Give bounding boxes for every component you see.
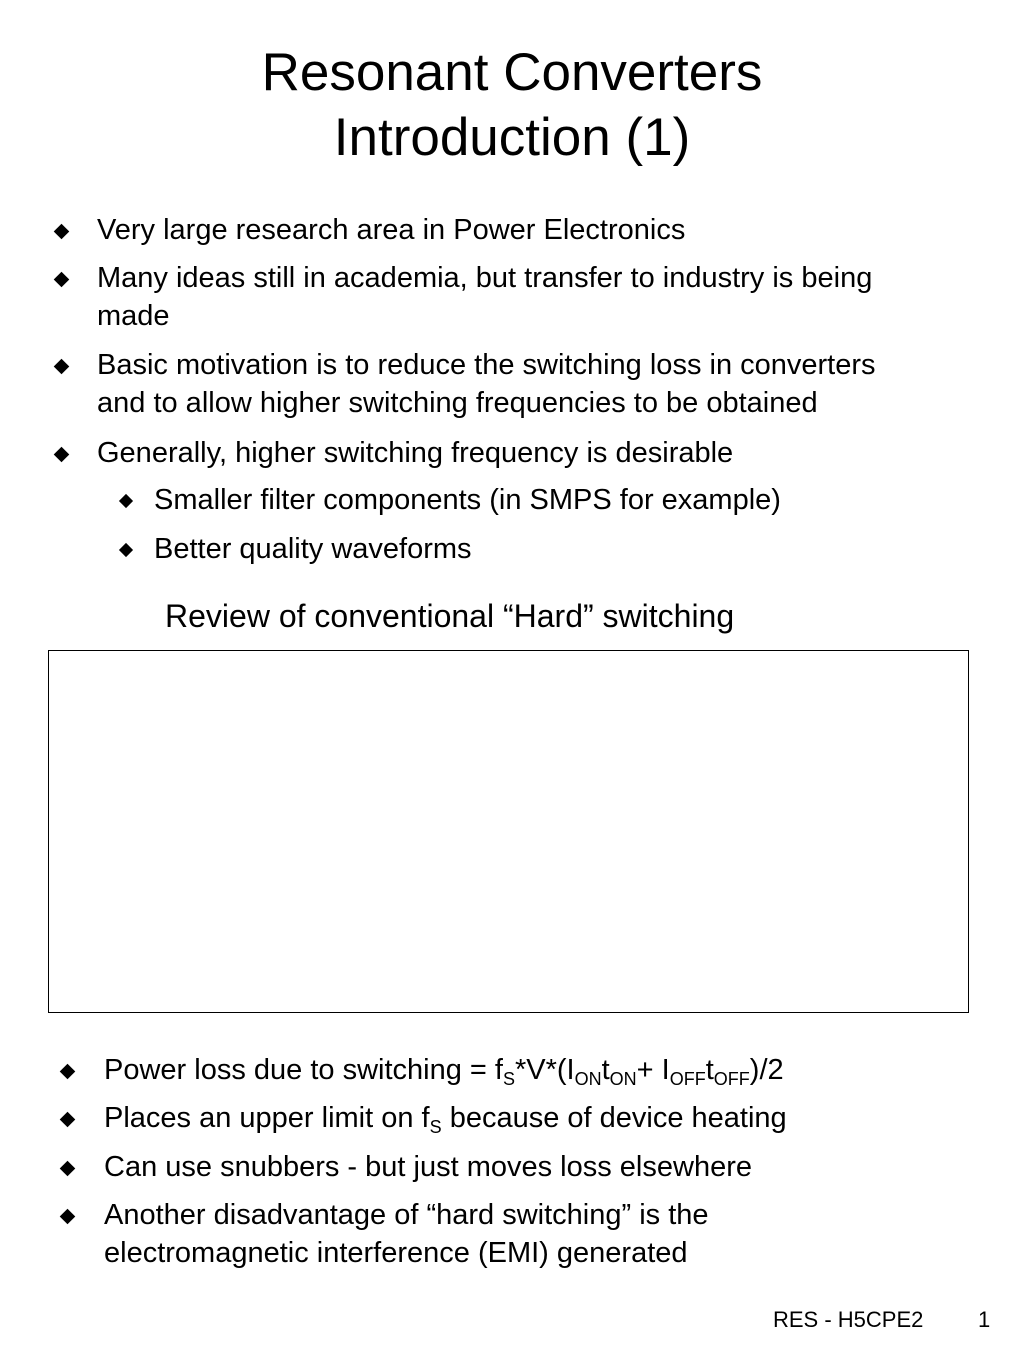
bullet-diamond-icon [60,1064,76,1080]
limit-text: because of device heating [441,1102,787,1134]
bullet-line: and to allow higher switching frequencies to be obtained [97,387,818,419]
slide-title [0,40,1024,170]
loss-text: )/2 [749,1054,784,1086]
subscript: ON [609,1069,637,1089]
bullet-item [97,346,876,422]
bullet-diamond-icon [54,224,70,240]
bullet-item: Very large research area in Power Electronics [97,214,686,246]
bullet-line: Many ideas still in academia, but transfer to industry is being [97,262,873,294]
loss-text: *V*(I [514,1054,575,1086]
bullet-item-emi [104,1196,709,1272]
bullet-diamond-icon [54,272,70,288]
sub-bullet-diamond-icon [119,494,133,508]
bullet-item-snubbers: Can use snubbers - but just moves loss elsewhere [104,1151,752,1183]
loss-text: t [601,1054,610,1086]
subscript: ON [574,1069,602,1089]
bullet-item-switching-loss [104,1051,784,1089]
subscript: OFF [669,1069,706,1089]
bullet-diamond-icon [60,1209,76,1225]
subscript: S [429,1117,442,1137]
subscript: S [502,1069,515,1089]
page-number: 1 [978,1307,991,1332]
sub-bullet-diamond-icon [119,543,133,557]
subscript: OFF [713,1069,750,1089]
bullet-item [97,259,872,335]
bullet-diamond-icon [60,1112,76,1128]
sub-bullet-item: Better quality waveforms [154,533,472,565]
bullet-diamond-icon [54,447,70,463]
title-line-1: Resonant Converters [261,43,763,102]
bullet-line: Another disadvantage of “hard switching” is the [104,1199,709,1231]
limit-text: Places an upper limit on f [104,1102,430,1134]
figure-caption: Review of conventional “Hard” switching [165,598,735,634]
bullet-line: electromagnetic interference (EMI) generated [104,1237,688,1269]
title-line-2: Introduction (1) [333,108,691,167]
bullet-diamond-icon [54,359,70,375]
bullet-line: Basic motivation is to reduce the switching loss in converters [97,349,876,381]
figure-placeholder-box [48,650,969,1013]
bullet-item-upper-limit [104,1099,787,1137]
loss-text: + I [636,1054,670,1086]
loss-text: t [705,1054,714,1086]
footer-label: RES - H5CPE2 [773,1307,924,1332]
loss-text: Power loss due to switching = f [104,1054,503,1086]
bullet-item: Generally, higher switching frequency is desirable [97,437,734,469]
bullet-line: made [97,300,170,332]
sub-bullet-item: Smaller filter components (in SMPS for example) [154,484,781,516]
bullet-diamond-icon [60,1161,76,1177]
